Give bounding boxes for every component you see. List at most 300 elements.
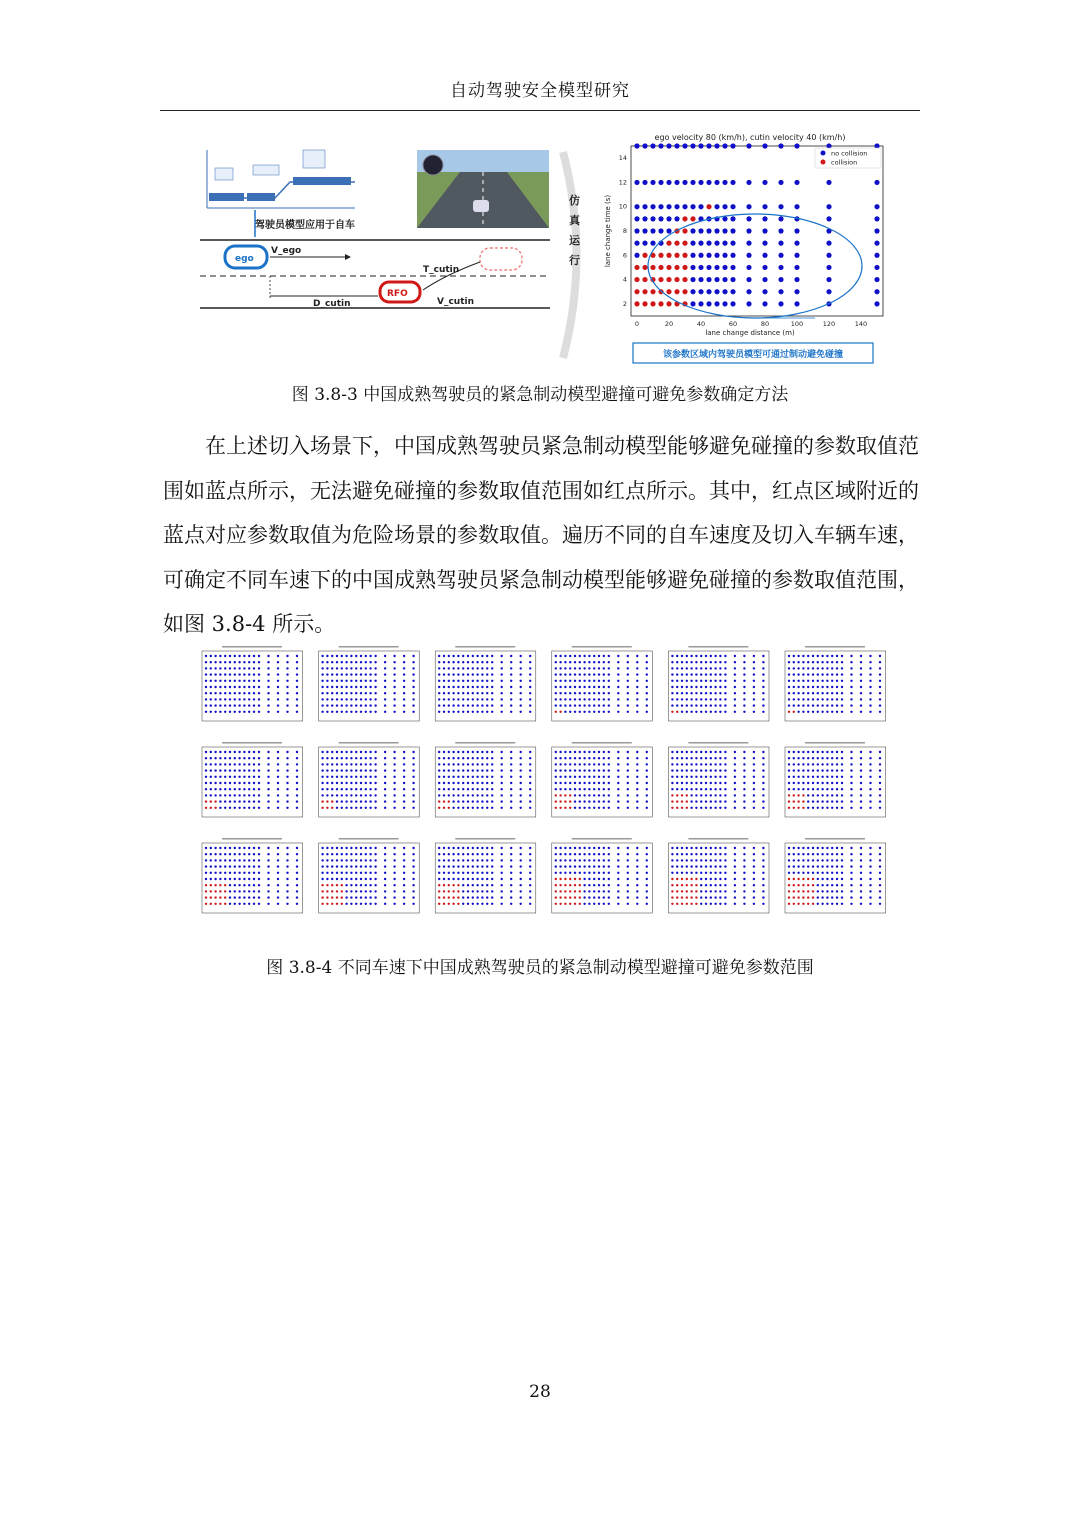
mini-no-collision-point: [705, 757, 707, 759]
mini-no-collision-point: [355, 692, 357, 694]
figure2-caption: 图 3.8-4 不同车速下中国成熟驾驶员的紧急制动模型避撞可避免参数范围: [266, 958, 814, 978]
mini-no-collision-point: [617, 655, 619, 657]
mini-no-collision-point: [788, 769, 790, 771]
mini-no-collision-point: [719, 763, 721, 765]
mini-no-collision-point: [486, 776, 488, 778]
mini-no-collision-point: [331, 698, 333, 700]
mini-collision-point: [205, 890, 207, 892]
mini-no-collision-point: [243, 865, 245, 867]
mini-no-collision-point: [374, 896, 376, 898]
mini-no-collision-point: [807, 711, 809, 713]
no-collision-point-40-6: [698, 253, 703, 258]
mini-no-collision-point: [443, 847, 445, 849]
mini-no-collision-point: [248, 872, 250, 874]
mini-no-collision-point: [476, 884, 478, 886]
mini-no-collision-point: [438, 698, 440, 700]
mini-no-collision-point: [491, 680, 493, 682]
mini-no-collision-point: [588, 878, 590, 880]
mini-no-collision-point: [462, 865, 464, 867]
mini-no-collision-point: [817, 884, 819, 886]
mini-no-collision-point: [762, 884, 764, 886]
mini-no-collision-point: [802, 667, 804, 669]
mini-no-collision-point: [860, 794, 862, 796]
no-collision-point-15-8: [658, 228, 663, 233]
mini-no-collision-point: [491, 769, 493, 771]
mini-no-collision-point: [443, 788, 445, 790]
mini-no-collision-point: [286, 884, 288, 886]
mini-collision-point: [695, 878, 697, 880]
mini-no-collision-point: [690, 872, 692, 874]
mini-no-collision-point: [860, 667, 862, 669]
mini-no-collision-point: [486, 751, 488, 753]
mini-no-collision-point: [341, 673, 343, 675]
mini-no-collision-point: [574, 794, 576, 796]
mini-no-collision-point: [841, 680, 843, 682]
mini-no-collision-point: [593, 853, 595, 855]
mini-no-collision-point: [277, 673, 279, 675]
mini-no-collision-point: [710, 680, 712, 682]
mini-no-collision-point: [341, 667, 343, 669]
mini-no-collision-point: [588, 872, 590, 874]
mini-no-collision-point: [559, 686, 561, 688]
mini-no-collision-point: [369, 859, 371, 861]
mini-no-collision-point: [608, 757, 610, 759]
mini-no-collision-point: [321, 853, 323, 855]
mini-no-collision-point: [681, 865, 683, 867]
mini-no-collision-point: [714, 667, 716, 669]
mini-no-collision-point: [836, 853, 838, 855]
mini-no-collision-point: [472, 769, 474, 771]
mini-no-collision-point: [336, 667, 338, 669]
mini-no-collision-point: [564, 853, 566, 855]
mini-no-collision-point: [841, 890, 843, 892]
mini-no-collision-point: [296, 782, 298, 784]
mini-no-collision-point: [253, 655, 255, 657]
mini-no-collision-point: [690, 807, 692, 809]
y-tick-4: 4: [622, 275, 627, 284]
mini-no-collision-point: [841, 692, 843, 694]
mini-no-collision-point: [258, 769, 260, 771]
mini-no-collision-point: [286, 782, 288, 784]
mini-no-collision-point: [812, 692, 814, 694]
mini-no-collision-point: [555, 661, 557, 663]
mini-no-collision-point: [253, 800, 255, 802]
mini-no-collision-point: [603, 903, 605, 905]
no-collision-point-50-12: [714, 180, 719, 185]
mini-no-collision-point: [467, 800, 469, 802]
mini-no-collision-point: [341, 698, 343, 700]
mini-no-collision-point: [205, 692, 207, 694]
mini-no-collision-point: [690, 788, 692, 790]
mini-no-collision-point: [205, 667, 207, 669]
mini-collision-point: [438, 903, 440, 905]
mini-no-collision-point: [286, 751, 288, 753]
mini-collision-point: [326, 890, 328, 892]
mini-no-collision-point: [248, 776, 250, 778]
mini-no-collision-point: [826, 757, 828, 759]
mini-no-collision-point: [457, 686, 459, 688]
mini-no-collision-point: [510, 704, 512, 706]
mini-no-collision-point: [321, 872, 323, 874]
mini-no-collision-point: [224, 776, 226, 778]
mini-no-collision-point: [214, 776, 216, 778]
mini-no-collision-point: [369, 704, 371, 706]
mini-no-collision-point: [743, 757, 745, 759]
x-axis-label: lane change distance (m): [705, 329, 795, 337]
mini-no-collision-point: [224, 872, 226, 874]
mini-no-collision-point: [700, 896, 702, 898]
mini-no-collision-point: [448, 757, 450, 759]
mini-no-collision-point: [219, 661, 221, 663]
mini-plot-title-line: [339, 742, 399, 744]
mini-no-collision-point: [593, 794, 595, 796]
no-collision-point-5-8: [642, 228, 647, 233]
mini-no-collision-point: [826, 667, 828, 669]
mini-no-collision-point: [559, 751, 561, 753]
mini-no-collision-point: [826, 698, 828, 700]
mini-no-collision-point: [224, 667, 226, 669]
collision-point-35-9: [690, 216, 695, 221]
mini-no-collision-point: [224, 704, 226, 706]
mini-no-collision-point: [603, 698, 605, 700]
mini-no-collision-point: [472, 776, 474, 778]
mini-no-collision-point: [821, 667, 823, 669]
no-collision-point-100-7: [794, 241, 799, 246]
mini-no-collision-point: [355, 794, 357, 796]
mini-no-collision-point: [734, 794, 736, 796]
mini-no-collision-point: [681, 776, 683, 778]
mini-no-collision-point: [331, 853, 333, 855]
mini-no-collision-point: [286, 698, 288, 700]
no-collision-point-100-15: [794, 143, 799, 148]
mini-no-collision-point: [710, 878, 712, 880]
collision-point-30-8: [682, 228, 687, 233]
mini-no-collision-point: [831, 692, 833, 694]
mini-no-collision-point: [646, 890, 648, 892]
mini-no-collision-point: [374, 890, 376, 892]
mini-no-collision-point: [481, 698, 483, 700]
mini-no-collision-point: [593, 763, 595, 765]
mini-no-collision-point: [681, 680, 683, 682]
mini-no-collision-point: [467, 655, 469, 657]
mini-no-collision-point: [617, 698, 619, 700]
mini-collision-point: [802, 890, 804, 892]
mini-no-collision-point: [743, 794, 745, 796]
mini-no-collision-point: [267, 711, 269, 713]
mini-no-collision-point: [724, 800, 726, 802]
mini-no-collision-point: [205, 661, 207, 663]
mini-no-collision-point: [486, 800, 488, 802]
mini-no-collision-point: [627, 661, 629, 663]
mini-no-collision-point: [520, 680, 522, 682]
mini-no-collision-point: [617, 847, 619, 849]
mini-collision-point: [579, 884, 581, 886]
no-collision-point-35-7: [690, 241, 695, 246]
mini-no-collision-point: [793, 757, 795, 759]
mini-no-collision-point: [529, 853, 531, 855]
mini-no-collision-point: [486, 794, 488, 796]
mini-collision-point: [788, 890, 790, 892]
mini-no-collision-point: [501, 807, 503, 809]
mini-no-collision-point: [700, 769, 702, 771]
mini-no-collision-point: [510, 800, 512, 802]
mini-no-collision-point: [234, 865, 236, 867]
mini-no-collision-point: [448, 865, 450, 867]
mini-no-collision-point: [821, 704, 823, 706]
mini-collision-point: [686, 890, 688, 892]
mini-no-collision-point: [248, 711, 250, 713]
mini-no-collision-point: [821, 859, 823, 861]
mini-no-collision-point: [579, 800, 581, 802]
mini-no-collision-point: [238, 667, 240, 669]
mini-no-collision-point: [486, 698, 488, 700]
no-collision-point-60-10: [730, 204, 735, 209]
mini-no-collision-point: [743, 872, 745, 874]
mini-no-collision-point: [686, 859, 688, 861]
mini-no-collision-point: [797, 751, 799, 753]
mini-no-collision-point: [753, 692, 755, 694]
mini-no-collision-point: [869, 782, 871, 784]
mini-no-collision-point: [403, 782, 405, 784]
mini-no-collision-point: [860, 751, 862, 753]
mini-no-collision-point: [676, 788, 678, 790]
mini-collision-point: [336, 890, 338, 892]
mini-no-collision-point: [860, 800, 862, 802]
mini-no-collision-point: [369, 667, 371, 669]
mini-no-collision-point: [457, 776, 459, 778]
mini-no-collision-point: [384, 763, 386, 765]
mini-no-collision-point: [258, 788, 260, 790]
mini-no-collision-point: [583, 788, 585, 790]
road-scene: [200, 240, 550, 309]
mini-no-collision-point: [224, 865, 226, 867]
no-collision-point-120-12: [826, 180, 831, 185]
mini-no-collision-point: [860, 853, 862, 855]
mini-no-collision-point: [860, 884, 862, 886]
mini-no-collision-point: [793, 673, 795, 675]
mini-no-collision-point: [286, 763, 288, 765]
no-collision-point-55-10: [722, 204, 727, 209]
mini-no-collision-point: [438, 680, 440, 682]
mini-no-collision-point: [836, 698, 838, 700]
mini-no-collision-point: [817, 859, 819, 861]
mini-no-collision-point: [831, 776, 833, 778]
mini-plot-11: [668, 742, 769, 817]
mini-no-collision-point: [593, 847, 595, 849]
mini-no-collision-point: [788, 847, 790, 849]
mini-no-collision-point: [476, 878, 478, 880]
mini-no-collision-point: [481, 903, 483, 905]
mini-no-collision-point: [802, 757, 804, 759]
mini-no-collision-point: [579, 782, 581, 784]
mini-no-collision-point: [229, 794, 231, 796]
mini-no-collision-point: [627, 853, 629, 855]
mini-no-collision-point: [869, 655, 871, 657]
mini-no-collision-point: [267, 807, 269, 809]
mini-no-collision-point: [491, 859, 493, 861]
mini-no-collision-point: [559, 853, 561, 855]
mini-no-collision-point: [869, 872, 871, 874]
mini-no-collision-point: [355, 782, 357, 784]
mini-no-collision-point: [583, 890, 585, 892]
mini-no-collision-point: [486, 865, 488, 867]
mini-no-collision-point: [529, 807, 531, 809]
mini-no-collision-point: [384, 692, 386, 694]
mini-no-collision-point: [860, 776, 862, 778]
mini-no-collision-point: [879, 776, 881, 778]
mini-plot-title-line: [805, 838, 865, 840]
mini-no-collision-point: [384, 788, 386, 790]
mini-no-collision-point: [705, 763, 707, 765]
figure1-caption: 图 3.8-3 中国成熟驾驶员的紧急制动模型避撞可避免参数确定方法: [291, 385, 789, 405]
mini-plot-title-line: [339, 838, 399, 840]
mini-no-collision-point: [253, 865, 255, 867]
no-collision-point-0-15: [634, 143, 639, 148]
mini-no-collision-point: [588, 667, 590, 669]
mini-no-collision-point: [734, 884, 736, 886]
mini-no-collision-point: [472, 751, 474, 753]
mini-no-collision-point: [646, 655, 648, 657]
mini-no-collision-point: [714, 878, 716, 880]
mini-no-collision-point: [248, 667, 250, 669]
mini-no-collision-point: [510, 890, 512, 892]
mini-no-collision-point: [234, 847, 236, 849]
mini-no-collision-point: [762, 769, 764, 771]
mini-no-collision-point: [724, 788, 726, 790]
mini-no-collision-point: [676, 763, 678, 765]
mini-no-collision-point: [646, 865, 648, 867]
mini-no-collision-point: [574, 763, 576, 765]
mini-no-collision-point: [520, 692, 522, 694]
mini-no-collision-point: [836, 661, 838, 663]
mini-no-collision-point: [501, 711, 503, 713]
mini-no-collision-point: [443, 655, 445, 657]
no-collision-point-5-15: [642, 143, 647, 148]
mini-no-collision-point: [462, 903, 464, 905]
mini-no-collision-point: [869, 763, 871, 765]
mini-no-collision-point: [574, 788, 576, 790]
mini-collision-point: [564, 800, 566, 802]
mini-no-collision-point: [559, 847, 561, 849]
mini-no-collision-point: [219, 788, 221, 790]
mini-no-collision-point: [438, 769, 440, 771]
no-collision-point-20-9: [666, 216, 671, 221]
mini-no-collision-point: [403, 661, 405, 663]
mini-no-collision-point: [481, 776, 483, 778]
mini-collision-point: [448, 890, 450, 892]
mini-collision-point: [210, 800, 212, 802]
mini-no-collision-point: [636, 680, 638, 682]
mini-no-collision-point: [564, 692, 566, 694]
mini-no-collision-point: [393, 667, 395, 669]
no-collision-point-45-7: [706, 241, 711, 246]
mini-no-collision-point: [321, 847, 323, 849]
mini-no-collision-point: [700, 890, 702, 892]
mini-no-collision-point: [345, 782, 347, 784]
sim-label-4: 行: [569, 254, 580, 267]
mini-no-collision-point: [850, 661, 852, 663]
mini-no-collision-point: [286, 667, 288, 669]
x-tick-40: 40: [696, 320, 706, 328]
no-collision-point-55-3: [722, 289, 727, 294]
mini-no-collision-point: [277, 763, 279, 765]
mini-no-collision-point: [486, 890, 488, 892]
mini-no-collision-point: [467, 807, 469, 809]
mini-no-collision-point: [277, 680, 279, 682]
mini-no-collision-point: [369, 884, 371, 886]
mini-no-collision-point: [520, 878, 522, 880]
mini-no-collision-point: [467, 776, 469, 778]
mini-no-collision-point: [831, 890, 833, 892]
mini-no-collision-point: [797, 673, 799, 675]
no-collision-point-55-2: [722, 301, 727, 306]
mini-no-collision-point: [603, 800, 605, 802]
mini-collision-point: [224, 890, 226, 892]
y-tick-8: 8: [622, 227, 627, 235]
mini-no-collision-point: [564, 776, 566, 778]
mini-no-collision-point: [476, 853, 478, 855]
mini-no-collision-point: [384, 711, 386, 713]
mini-no-collision-point: [714, 698, 716, 700]
mini-no-collision-point: [248, 884, 250, 886]
mini-no-collision-point: [719, 890, 721, 892]
mini-no-collision-point: [360, 800, 362, 802]
mini-no-collision-point: [452, 686, 454, 688]
mini-no-collision-point: [802, 859, 804, 861]
mini-collision-point: [336, 903, 338, 905]
mini-no-collision-point: [365, 692, 367, 694]
mini-no-collision-point: [229, 704, 231, 706]
mini-no-collision-point: [646, 692, 648, 694]
mini-no-collision-point: [719, 704, 721, 706]
mini-no-collision-point: [569, 853, 571, 855]
no-collision-point-45-5: [706, 265, 711, 270]
collision-point-25-3: [674, 289, 679, 294]
mini-no-collision-point: [821, 807, 823, 809]
mini-no-collision-point: [467, 859, 469, 861]
mini-no-collision-point: [636, 692, 638, 694]
mini-no-collision-point: [690, 680, 692, 682]
mini-no-collision-point: [412, 655, 414, 657]
mini-no-collision-point: [841, 800, 843, 802]
mini-no-collision-point: [229, 711, 231, 713]
no-collision-point-60-8: [730, 228, 735, 233]
mini-no-collision-point: [705, 807, 707, 809]
mini-no-collision-point: [438, 853, 440, 855]
mini-collision-point: [788, 711, 790, 713]
mini-no-collision-point: [574, 661, 576, 663]
mini-no-collision-point: [762, 782, 764, 784]
mini-no-collision-point: [476, 686, 478, 688]
mini-no-collision-point: [879, 704, 881, 706]
mini-collision-point: [331, 807, 333, 809]
mini-no-collision-point: [219, 680, 221, 682]
mini-no-collision-point: [481, 686, 483, 688]
mini-no-collision-point: [438, 661, 440, 663]
mini-collision-point: [331, 800, 333, 802]
mini-no-collision-point: [860, 661, 862, 663]
mini-no-collision-point: [636, 655, 638, 657]
mini-no-collision-point: [443, 853, 445, 855]
mini-no-collision-point: [812, 763, 814, 765]
mini-no-collision-point: [365, 890, 367, 892]
mini-no-collision-point: [686, 788, 688, 790]
mini-no-collision-point: [253, 853, 255, 855]
mini-no-collision-point: [564, 711, 566, 713]
mini-no-collision-point: [286, 655, 288, 657]
mini-no-collision-point: [714, 757, 716, 759]
mini-no-collision-point: [219, 800, 221, 802]
